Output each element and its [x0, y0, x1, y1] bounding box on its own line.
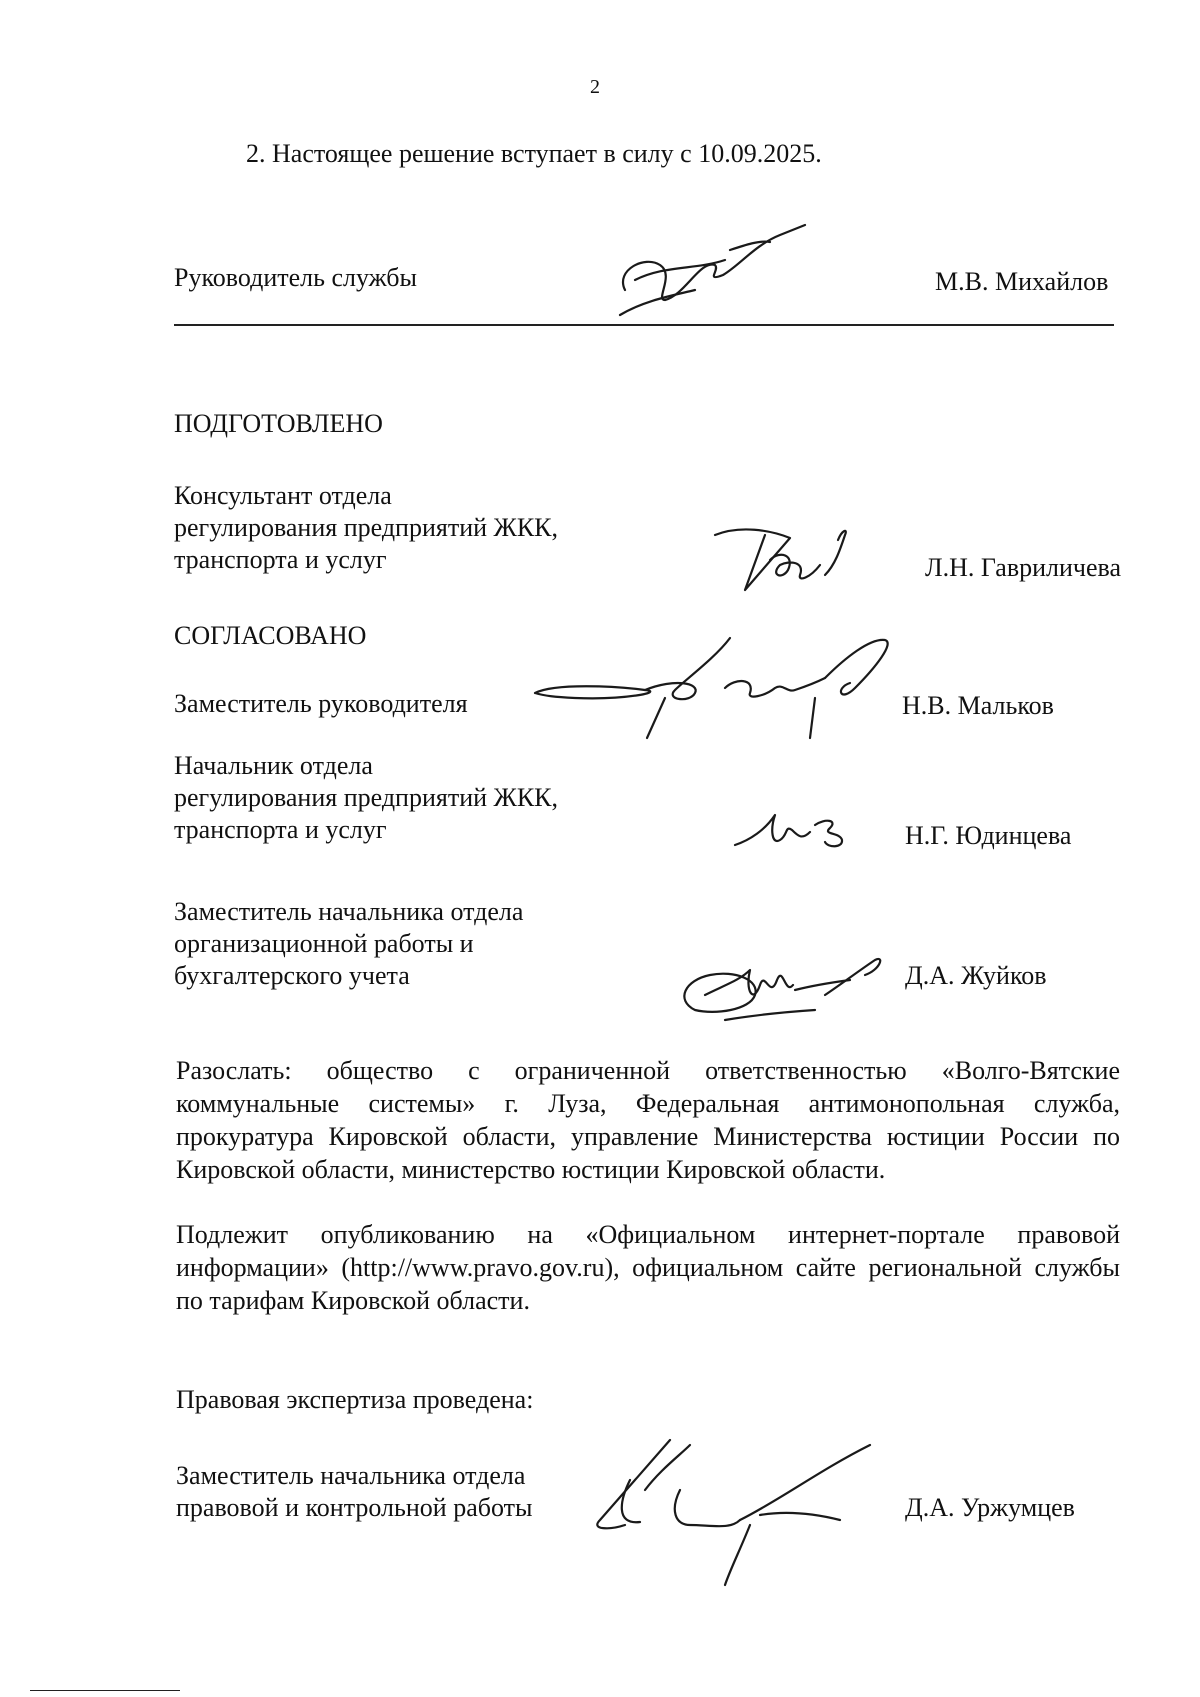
agreed-heading: СОГЛАСОВАНО: [174, 621, 367, 650]
prepared-heading: ПОДГОТОВЛЕНО: [174, 409, 383, 438]
distribution-list: Разослать: общество с ограниченной ответственностью «Волго-Вятские коммунальные системы» г. Луза, Федеральная антимонопольная служба, прокуратура Кировской области, управление Министерства юстиции России по Кировской области, министерство юстиции Кировской области.: [176, 1056, 1120, 1184]
agreed-3-name: Д.А. Жуйков: [905, 961, 1047, 990]
head-name: М.В. Михайлов: [935, 267, 1109, 296]
publication-note: Подлежит опубликованию на «Официальном интернет-портале правовой информации» (http://www.pravo.gov.ru), официальном сайте региональной службы по тарифам Кировской области.: [176, 1220, 1120, 1315]
agreed-1-position: Заместитель руководителя: [174, 689, 468, 718]
legal-review-heading: Правовая экспертиза проведена:: [176, 1385, 534, 1414]
prepared-position: [174, 480, 558, 576]
signature-rule: [174, 324, 1114, 326]
prepared-position-line: Консультант отдела: [174, 481, 392, 510]
agreed-3-position-line: организационной работы и: [174, 929, 474, 958]
signature-prepared: [710, 520, 860, 600]
signature-agreed-2: [730, 800, 860, 860]
agreed-3-position: [174, 896, 523, 992]
signature-agreed-3: [665, 940, 905, 1030]
signature-legal-review: [580, 1430, 910, 1590]
agreed-2-position-line: Начальник отдела: [174, 751, 373, 780]
prepared-name: Л.Н. Гавриличева: [925, 553, 1122, 582]
page-number: 2: [590, 76, 600, 98]
legal-review-position: [176, 1460, 532, 1524]
agreed-2-name: Н.Г. Юдинцева: [905, 821, 1072, 850]
prepared-position-line: транспорта и услуг: [174, 545, 387, 574]
agreed-3-position-line: бухгалтерского учета: [174, 961, 410, 990]
effective-date-clause: 2. Настоящее решение вступает в силу с 10.09.2025.: [246, 139, 822, 168]
agreed-1-name: Н.В. Мальков: [902, 691, 1054, 720]
agreed-3-position-line: Заместитель начальника отдела: [174, 897, 524, 926]
agreed-2-position: [174, 750, 558, 846]
legal-review-position-line: Заместитель начальника отдела: [176, 1461, 526, 1490]
agreed-2-position-line: транспорта и услуг: [174, 815, 387, 844]
agreed-2-position-line: регулирования предприятий ЖКК,: [174, 783, 559, 812]
signature-head: [605, 220, 825, 330]
footer-rule: [30, 1690, 180, 1691]
signature-agreed-1: [525, 628, 925, 758]
head-position: Руководитель службы: [174, 263, 417, 292]
legal-review-name: Д.А. Уржумцев: [905, 1493, 1075, 1522]
prepared-position-line: регулирования предприятий ЖКК,: [174, 513, 559, 542]
legal-review-position-line: правовой и контрольной работы: [176, 1493, 533, 1522]
